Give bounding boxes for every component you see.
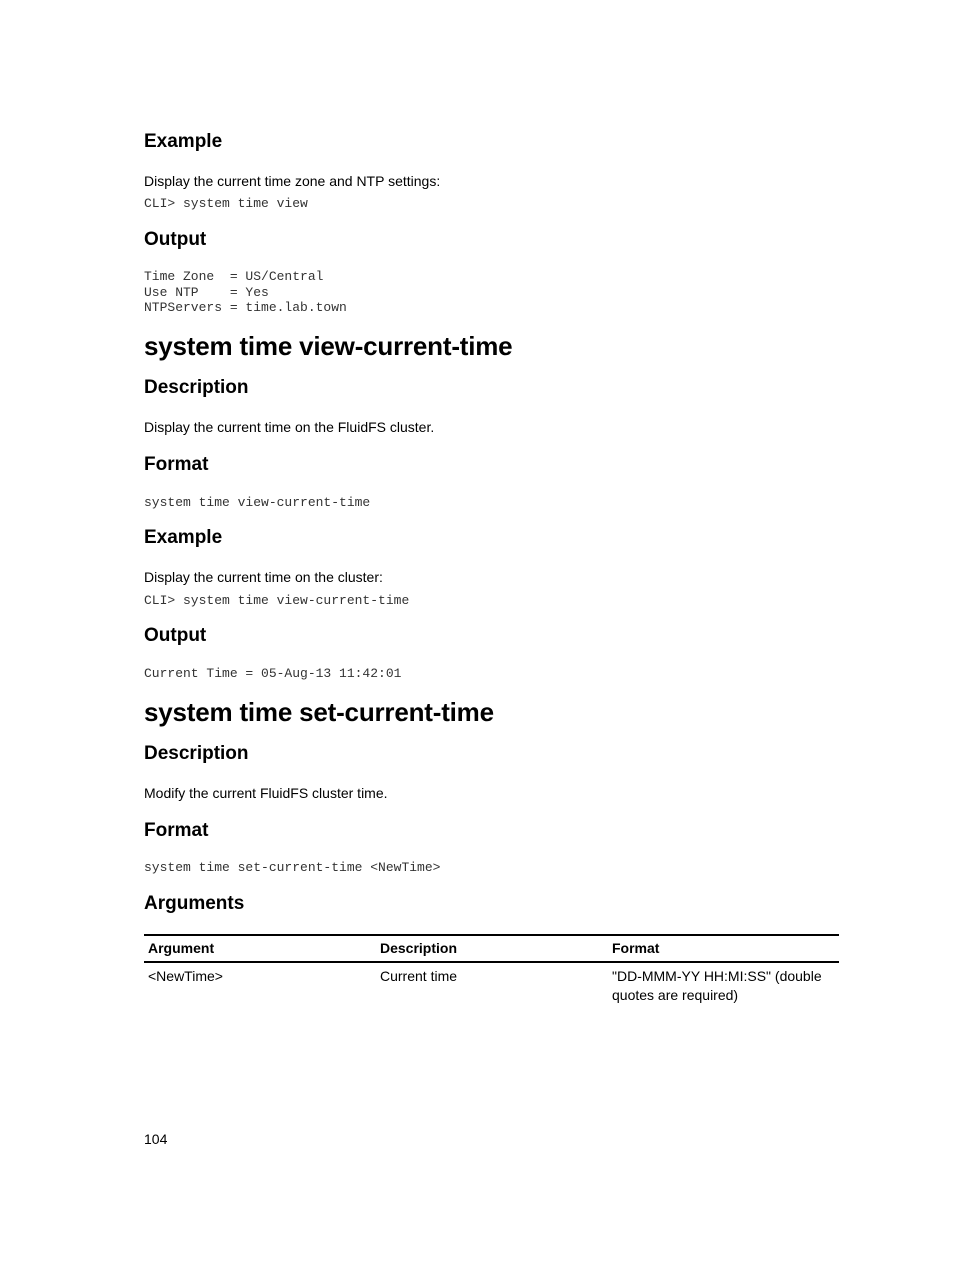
format-code: system time view-current-time — [144, 495, 371, 510]
description-text: Display the current time on the FluidFS cluster. — [144, 419, 435, 435]
table-row — [144, 962, 839, 1009]
example-code: CLI> system time view — [144, 196, 308, 211]
format-code: system time set-current-time <NewTime> — [144, 860, 441, 875]
output-code: Current Time = 05-Aug-13 11:42:01 — [144, 666, 402, 681]
column-header-argument: Argument — [144, 935, 376, 962]
description-text: Modify the current FluidFS cluster time. — [144, 785, 388, 801]
output-line: NTPServers = time.lab.town — [144, 300, 347, 315]
output-line: Use NTP = Yes — [144, 284, 269, 300]
table-header-row — [144, 935, 839, 962]
page-number: 104 — [144, 1131, 168, 1147]
output-heading: Output — [144, 229, 207, 250]
example-heading: Example — [144, 527, 223, 548]
format-heading: Format — [144, 454, 209, 475]
format-cell: "DD-MMM-YY HH:MI:SS" (double quotes are required) — [612, 968, 822, 1003]
section-title: system time view-current-time — [144, 331, 513, 361]
output-heading: Output — [144, 625, 207, 646]
column-header-description: Description — [376, 935, 608, 962]
example-heading: Example — [144, 131, 223, 152]
format-heading: Format — [144, 820, 209, 841]
example-text: Display the current time zone and NTP settings: — [144, 173, 441, 189]
column-header-format: Format — [608, 935, 839, 962]
arguments-table — [144, 934, 839, 1009]
description-heading: Description — [144, 743, 249, 764]
description-heading: Description — [144, 377, 249, 398]
section-title: system time set-current-time — [144, 697, 494, 727]
output-block — [144, 269, 347, 316]
output-line: Time Zone = US/Central — [144, 269, 324, 284]
description-cell: Current time — [380, 968, 458, 984]
example-code: CLI> system time view-current-time — [144, 593, 410, 608]
arguments-heading: Arguments — [144, 893, 245, 914]
argument-cell: <NewTime> — [148, 968, 223, 984]
example-text: Display the current time on the cluster: — [144, 569, 383, 585]
